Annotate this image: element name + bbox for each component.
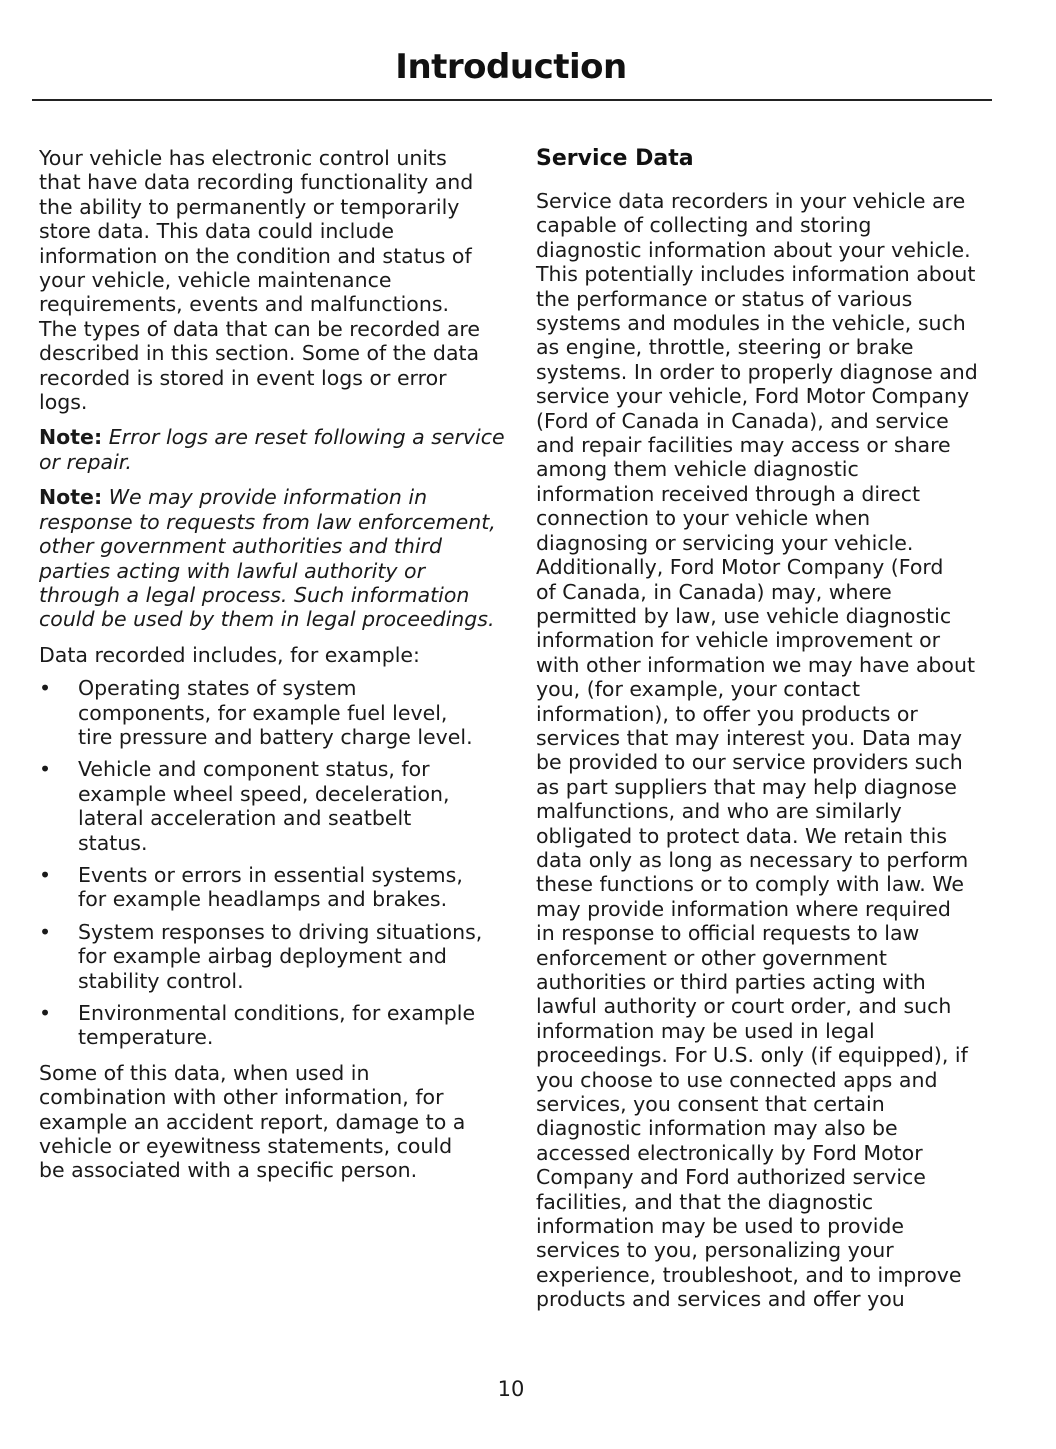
list-item: [39, 1001, 509, 1050]
list-intro: Data recorded includes, for example:: [39, 642, 420, 667]
text-line: combination with other information, for: [39, 1085, 444, 1110]
text-line: for example headlamps and brakes.: [78, 887, 448, 912]
text-line: accessed electronically by Ford Motor: [536, 1140, 923, 1165]
note-text-line: response to requests from law enforcement,: [39, 509, 496, 534]
text-line: Events or errors in essential systems,: [78, 862, 463, 887]
section-heading: Service Data: [536, 146, 694, 171]
text-line: malfunctions, and who are similarly: [536, 799, 902, 824]
text-line: may provide information where required: [536, 896, 951, 921]
text-line: Company and Ford authorized service: [536, 1165, 926, 1190]
list-item: [39, 920, 509, 993]
text-line: systems and modules in the vehicle, such: [536, 311, 966, 336]
text-line: Your vehicle has electronic control units: [39, 146, 447, 170]
note-text-line: parties acting with lawful authority or: [39, 558, 425, 583]
left-column: [39, 146, 509, 1194]
text-line: be associated with a specific person.: [39, 1158, 418, 1183]
text-line: stability control.: [78, 968, 244, 993]
text-line: of Canada, in Canada) may, where: [536, 579, 892, 604]
text-line: in response to official requests to law: [536, 921, 920, 946]
list-item-text: [78, 676, 509, 749]
text-line: products and services and offer you: [536, 1287, 905, 1312]
note-error-logs: [39, 425, 509, 474]
text-line: information), to offer you products or: [536, 701, 918, 726]
text-line: experience, troubleshoot, and to improve: [536, 1262, 962, 1287]
service-data-paragraph: [536, 189, 1006, 1312]
note-text-line: We may provide information in: [108, 485, 428, 510]
list-item-text: [78, 757, 509, 855]
text-line: Operating states of system: [78, 676, 357, 701]
closing-paragraph: [39, 1061, 509, 1183]
text-line: obligated to protect data. We retain this: [536, 823, 948, 848]
text-line: the performance or status of various: [536, 286, 913, 311]
text-line: Environmental conditions, for example: [78, 1001, 476, 1025]
text-line: vehicle or eyewitness statements, could: [39, 1134, 453, 1159]
bullet-icon: •: [39, 862, 52, 887]
bullet-icon: •: [39, 676, 52, 701]
text-line: Additionally, Ford Motor Company (Ford: [536, 555, 944, 580]
list-item-text: [78, 863, 509, 912]
text-line: Service data recorders in your vehicle are: [536, 189, 966, 213]
text-line: diagnosing or servicing your vehicle.: [536, 530, 914, 555]
text-line: Vehicle and component status, for: [78, 757, 430, 782]
text-line: logs.: [39, 390, 88, 415]
note-text-line: or repair.: [39, 449, 132, 474]
text-line: The types of data that can be recorded are: [39, 316, 481, 341]
text-line: requirements, events and malfunctions.: [39, 292, 450, 317]
text-line: store data. This data could include: [39, 219, 394, 244]
text-line: among them vehicle diagnostic: [536, 457, 859, 482]
text-line: the ability to permanently or temporarily: [39, 194, 460, 219]
note-law-enforcement: [39, 485, 509, 631]
text-line: facilities, and that the diagnostic: [536, 1189, 874, 1214]
text-line: tire pressure and battery charge level.: [78, 724, 473, 749]
title-divider: [32, 99, 992, 101]
text-line: diagnostic information about your vehicle.: [536, 237, 971, 262]
bullet-icon: •: [39, 1001, 52, 1025]
text-line: This potentially includes information about: [536, 262, 976, 287]
text-line: proceedings. For U.S. only (if equipped), if: [536, 1043, 968, 1068]
list-item: [39, 676, 509, 749]
text-line: diagnostic information may also be: [536, 1116, 898, 1141]
text-line: information received through a direct: [536, 481, 921, 506]
note-label: Note:: [39, 425, 103, 450]
list-item-text: [78, 1001, 509, 1050]
text-line: lateral acceleration and seatbelt: [78, 806, 412, 831]
text-line: temperature.: [78, 1025, 214, 1050]
text-line: be provided to our service providers such: [536, 750, 963, 775]
text-line: System responses to driving situations,: [78, 919, 483, 944]
bullet-icon: •: [39, 757, 52, 782]
text-line: capable of collecting and storing: [536, 213, 872, 238]
text-line: information on the condition and status of: [39, 243, 472, 268]
note-text-line: through a legal process. Such information: [39, 582, 470, 607]
list-item: [39, 863, 509, 912]
text-line: information may be used in legal: [536, 1018, 875, 1043]
recorded-data-list: [39, 676, 509, 1050]
text-line: services to you, personalizing your: [536, 1238, 894, 1263]
text-line: that have data recording functionality and: [39, 170, 474, 195]
text-line: information may be used to provide: [536, 1214, 905, 1239]
text-line: described in this section. Some of the data: [39, 341, 480, 366]
text-line: lawful authority or court order, and such: [536, 994, 952, 1019]
list-item: [39, 757, 509, 855]
text-line: these functions or to comply with law. We: [536, 872, 964, 897]
text-line: as engine, throttle, steering or brake: [536, 335, 914, 360]
text-line: for example airbag deployment and: [78, 944, 447, 969]
note-text-line: could be used by them in legal proceedings.: [39, 607, 495, 632]
text-line: (Ford of Canada in Canada), and service: [536, 408, 949, 433]
page-number: 10: [497, 1377, 525, 1401]
text-line: and repair facilities may access or share: [536, 433, 951, 458]
text-line: recorded is stored in event logs or error: [39, 365, 447, 390]
text-line: services that may interest you. Data may: [536, 725, 962, 750]
bullet-icon: •: [39, 919, 52, 944]
text-line: connection to your vehicle when: [536, 506, 871, 531]
text-line: status.: [78, 830, 148, 855]
text-line: service your vehicle, Ford Motor Company: [536, 384, 970, 409]
text-line: you choose to use connected apps and: [536, 1067, 938, 1092]
text-line: example an accident report, damage to a: [39, 1109, 466, 1134]
text-line: services, you consent that certain: [536, 1092, 885, 1117]
page-title: Introduction: [395, 47, 627, 87]
note-text-line: Error logs are reset following a service: [108, 425, 505, 450]
text-line: your vehicle, vehicle maintenance: [39, 268, 392, 293]
text-line: data only as long as necessary to perform: [536, 847, 969, 872]
text-line: components, for example fuel level,: [78, 700, 448, 725]
text-line: as part suppliers that may help diagnose: [536, 774, 957, 799]
text-line: you, (for example, your contact: [536, 677, 860, 702]
note-label: Note:: [39, 485, 103, 510]
text-line: with other information we may have about: [536, 652, 976, 677]
intro-paragraph: [39, 146, 509, 414]
text-line: Some of this data, when used in: [39, 1060, 370, 1085]
text-line: systems. In order to properly diagnose and: [536, 359, 978, 384]
text-line: enforcement or other government: [536, 945, 887, 970]
note-text-line: other government authorities and third: [39, 534, 443, 559]
text-line: permitted by law, use vehicle diagnostic: [536, 603, 952, 628]
text-line: example wheel speed, deceleration,: [78, 781, 450, 806]
text-line: authorities or third parties acting with: [536, 970, 926, 994]
text-line: information for vehicle improvement or: [536, 628, 941, 653]
list-item-text: [78, 920, 509, 993]
right-column: [536, 146, 1006, 1323]
